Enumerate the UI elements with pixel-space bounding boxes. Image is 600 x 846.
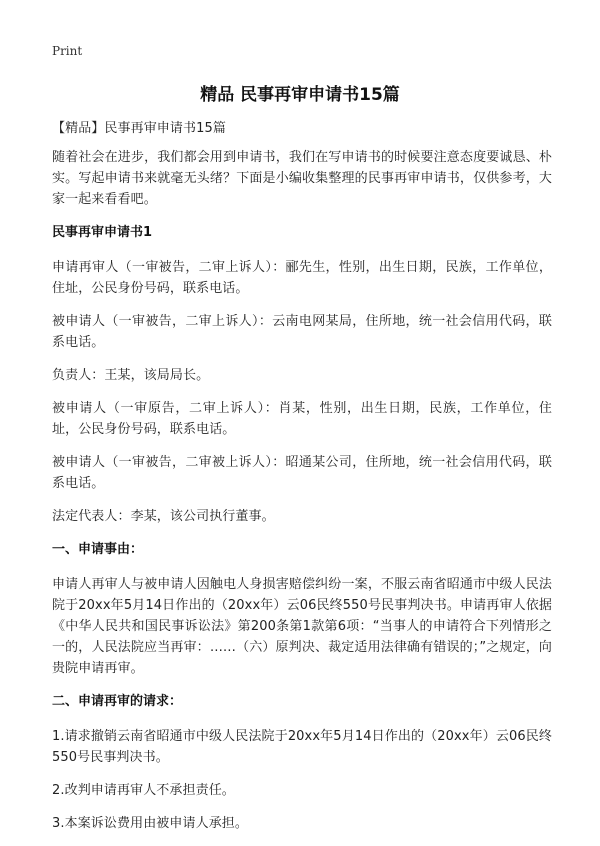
respondent-3-paragraph: 被申请人（一审被告，二审被上诉人）：昭通某公司，住所地，统一社会信用代码，联系电话。 <box>52 455 552 491</box>
request-item-3: 3.本案诉讼费用由被申请人承担。 <box>52 816 249 831</box>
legal-representative-paragraph: 法定代表人：李某，该公司执行董事。 <box>52 509 275 524</box>
document-body <box>52 118 552 846</box>
responsible-person-paragraph: 负责人：王某，该局局长。 <box>52 368 210 383</box>
requests-heading: 二、申请再审的请求： <box>52 694 183 709</box>
applicant-paragraph: 申请再审人（一审被告，二审上诉人）：郦先生，性别，出生日期，民族，工作单位，住址，公民身份号码，联系电话。 <box>52 260 552 296</box>
respondent-2-paragraph: 被申请人（一审原告，二审上诉人）：肖某，性别，出生日期，民族，工作单位，住址，公民身份号码，联系电话。 <box>52 401 552 437</box>
document-title: 精品 民事再审申请书15篇 <box>200 85 400 105</box>
print-link[interactable]: Print <box>52 44 83 58</box>
request-item-1: 1.请求撤销云南省昭通市中级人民法院于20xx年5月14日作出的（20xx年）云06民终550号民事判决书。 <box>52 729 552 765</box>
intro-paragraph: 随着社会在进步，我们都会用到申请书，我们在写申请书的时候要注意态度要诚恳、朴实。写起申请书来就毫无头绪？下面是小编收集整理的民事再审申请书，仅供参考，大家一起来看看吧。 <box>52 150 552 207</box>
document-subtitle: 【精品】民事再审申请书15篇 <box>52 121 226 136</box>
request-item-2: 2.改判申请再审人不承担责任。 <box>52 783 235 798</box>
reason-heading: 一、申请事由： <box>52 542 144 557</box>
respondent-1-paragraph: 被申请人（一审被告，二审上诉人）：云南电网某局，住所地，统一社会信用代码，联系电话。 <box>52 314 552 350</box>
section-heading-1: 民事再审申请书1 <box>52 225 153 240</box>
reason-paragraph: 申请人再审人与被申请人因触电人身损害赔偿纠纷一案，不服云南省昭通市中级人民法院于20xx年5月14日作出的（20xx年）云06民终550号民事判决书。申请再审人依据《中华人民共和国民事诉讼法》第200条第1款第6项：“当事人的申请符合下列情形之一的，人民法院应当再审：……（六）原判决、裁定适用法律确有错误的；”之规定，向贵院申请再审。 <box>52 577 552 676</box>
